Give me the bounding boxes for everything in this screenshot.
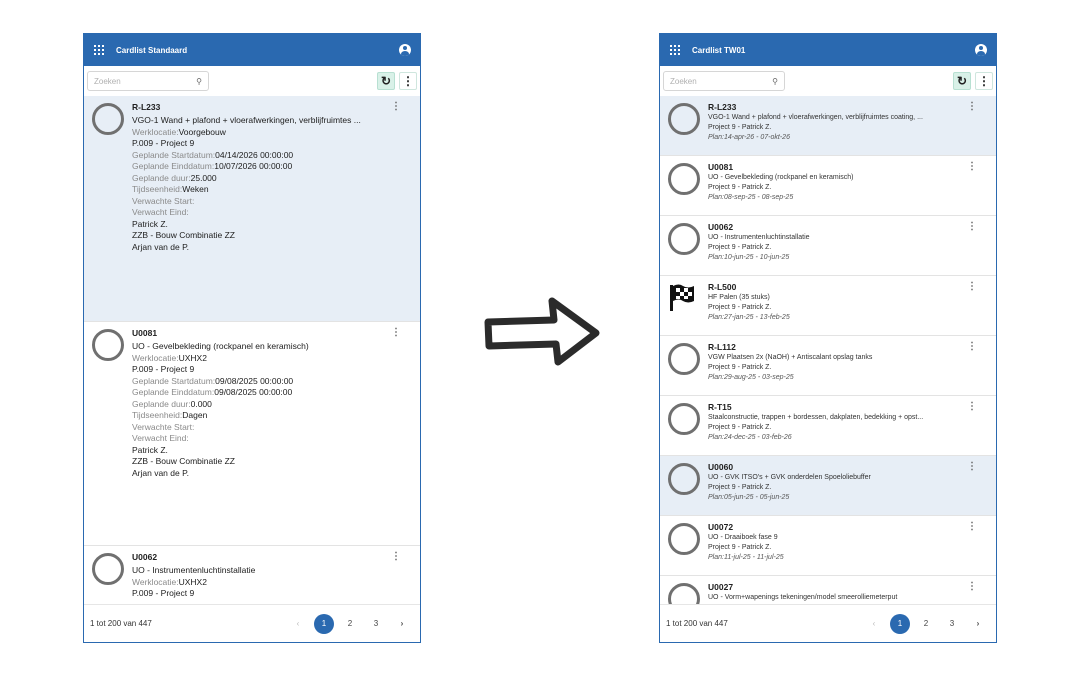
- status-circle-icon: [668, 163, 700, 195]
- toolbar: [660, 66, 996, 96]
- page-1-button[interactable]: 1: [890, 614, 910, 634]
- card-description: UO - GVK ITSO's + GVK onderdelen Spoeloliebuffer: [708, 474, 871, 481]
- card-description: UO - Instrumentenluchtinstallatie: [132, 565, 256, 575]
- checkered-flag-icon: [669, 283, 695, 311]
- werklocatie-value: Voorgebouw: [178, 126, 226, 137]
- card-description: HF Palen (35 stuks): [708, 294, 770, 301]
- duration-value: 0.000: [190, 398, 212, 409]
- card-menu-icon[interactable]: ⋮: [967, 281, 977, 292]
- start-value: 04/14/2026 00:00:00: [215, 149, 294, 160]
- card-plan: Plan:29-aug-25 - 03-sep-25: [708, 374, 794, 381]
- page-2-button[interactable]: 2: [347, 619, 353, 628]
- card-menu-icon[interactable]: ⋮: [391, 551, 401, 562]
- card-code: U0072: [708, 522, 734, 532]
- apps-grid-icon[interactable]: [94, 45, 104, 55]
- page-3-button[interactable]: 3: [373, 619, 379, 628]
- unit-label: Tijdseenheid:: [132, 410, 183, 420]
- list-item[interactable]: [84, 546, 420, 604]
- card-menu-icon[interactable]: ⋮: [967, 401, 977, 412]
- card-code: U0081: [708, 162, 734, 172]
- prev-page-button[interactable]: ‹: [872, 619, 876, 628]
- card-list: [84, 96, 420, 604]
- refresh-button[interactable]: ↻: [377, 72, 395, 90]
- card-code: U0027: [708, 582, 734, 592]
- more-options-button[interactable]: ⋮: [975, 72, 993, 90]
- card-meta: Project 9 - Patrick Z.: [708, 544, 772, 551]
- expected-end-label: Verwacht Eind:: [132, 207, 189, 217]
- status-circle-icon: [668, 463, 700, 495]
- search-box: [87, 71, 209, 91]
- card-description: UO - Draaiboek fase 9: [708, 534, 778, 541]
- card-description: UO - Instrumentenluchtinstallatie: [708, 234, 810, 241]
- card-menu-icon[interactable]: ⋮: [967, 161, 977, 172]
- status-circle-icon: [92, 553, 124, 585]
- status-circle-icon: [668, 403, 700, 435]
- apps-grid-icon[interactable]: [670, 45, 680, 55]
- right-arrow-icon: [484, 296, 602, 366]
- list-item[interactable]: [660, 516, 996, 576]
- card-plan: Plan:24-dec-25 - 03-feb-26: [708, 434, 792, 441]
- app-title: Cardlist TW01: [692, 45, 746, 55]
- card-description: VGW Plaatsen 2x (NaOH) + Antiscalant opslag tanks: [708, 354, 873, 361]
- list-item[interactable]: [660, 96, 996, 156]
- card-meta: Project 9 - Patrick Z.: [708, 424, 772, 431]
- status-circle-icon: [668, 583, 700, 604]
- more-options-button[interactable]: ⋮: [399, 72, 417, 90]
- pagination-range: 1 tot 200 van 447: [90, 619, 152, 628]
- duration-value: 25.000: [190, 172, 217, 183]
- search-box: [663, 71, 785, 91]
- card-list: [660, 96, 996, 604]
- app-bar: [660, 34, 996, 66]
- card-code: R-T15: [708, 402, 732, 412]
- next-page-button[interactable]: ›: [400, 619, 404, 628]
- expected-start-label: Verwachte Start:: [132, 421, 195, 432]
- expected-end-label: Verwacht Eind:: [132, 433, 189, 443]
- start-value: 09/08/2025 00:00:00: [215, 375, 294, 386]
- duration-label: Geplande duur:: [132, 398, 191, 409]
- project: P.009 - Project 9: [132, 138, 195, 148]
- status-circle-icon: [92, 329, 124, 361]
- start-label: Geplande Startdatum:: [132, 375, 216, 386]
- card-code: U0062: [132, 552, 158, 562]
- user-account-icon[interactable]: [399, 44, 411, 56]
- expected-start-label: Verwachte Start:: [132, 195, 195, 206]
- pager: [858, 614, 988, 634]
- end-label: Geplande Einddatum:: [132, 387, 215, 397]
- unit-value: Weken: [182, 184, 209, 194]
- page-3-button[interactable]: 3: [949, 619, 955, 628]
- card-menu-icon[interactable]: ⋮: [391, 327, 401, 338]
- project: P.009 - Project 9: [132, 364, 195, 374]
- end-label: Geplande Einddatum:: [132, 161, 215, 171]
- card-code: U0081: [132, 328, 158, 338]
- user-account-icon[interactable]: [975, 44, 987, 56]
- list-item[interactable]: [84, 96, 420, 322]
- card-menu-icon[interactable]: ⋮: [967, 341, 977, 352]
- card-plan: Plan:27-jan-25 - 13-feb-25: [708, 314, 790, 321]
- cardlist-tw01-panel: [659, 33, 997, 643]
- status-circle-icon: [92, 103, 124, 135]
- company: ZZB - Bouw Combinatie ZZ: [132, 230, 235, 240]
- card-code: R-L112: [708, 342, 736, 352]
- refresh-button[interactable]: ↻: [953, 72, 971, 90]
- unit-value: Dagen: [182, 410, 208, 420]
- company: ZZB - Bouw Combinatie ZZ: [132, 456, 235, 466]
- app-bar: [84, 34, 420, 66]
- end-value: 09/08/2025 00:00:00: [214, 387, 293, 397]
- pagination-bar: [84, 604, 420, 642]
- card-menu-icon[interactable]: ⋮: [391, 101, 401, 112]
- card-meta: Project 9 - Patrick Z.: [708, 364, 772, 371]
- status-circle-icon: [668, 223, 700, 255]
- page-2-button[interactable]: 2: [923, 619, 929, 628]
- card-plan: Plan:11-jul-25 - 11-jul-25: [708, 554, 784, 561]
- werklocatie-label: Werklocatie:: [132, 352, 179, 363]
- cardlist-standaard-panel: [83, 33, 421, 643]
- list-item[interactable]: [660, 336, 996, 396]
- search-input[interactable]: [670, 77, 772, 86]
- pager: [282, 614, 412, 634]
- status-circle-icon: [668, 343, 700, 375]
- card-meta: Project 9 - Patrick Z.: [708, 484, 772, 491]
- next-page-button[interactable]: ›: [976, 619, 980, 628]
- card-menu-icon[interactable]: ⋮: [967, 521, 977, 532]
- app-title: Cardlist Standaard: [116, 45, 188, 55]
- contact: Arjan van de P.: [132, 241, 190, 252]
- card-code: U0060: [708, 462, 734, 472]
- pagination-range: 1 tot 200 van 447: [666, 619, 728, 628]
- list-item[interactable]: [660, 156, 996, 216]
- contact: Arjan van de P.: [132, 467, 190, 478]
- card-description: VGO-1 Wand + plafond + vloerafwerkingen, verblijfruimtes ...: [132, 115, 361, 125]
- list-item[interactable]: [660, 456, 996, 516]
- list-item[interactable]: [660, 276, 996, 336]
- unit-label: Tijdseenheid:: [132, 184, 183, 194]
- status-circle-icon: [668, 523, 700, 555]
- card-code: R-L500: [708, 282, 737, 292]
- toolbar: [84, 66, 420, 96]
- card-code: R-L233: [708, 102, 737, 112]
- person: Patrick Z.: [132, 218, 168, 229]
- card-meta: Project 9 - Patrick Z.: [708, 124, 772, 131]
- page-1-button[interactable]: 1: [314, 614, 334, 634]
- card-meta: Project 9 - Patrick Z.: [708, 184, 772, 191]
- card-code: R-L233: [132, 102, 161, 112]
- prev-page-button[interactable]: ‹: [296, 619, 300, 628]
- card-plan: Plan:08-sep-25 - 08-sep-25: [708, 194, 794, 201]
- card-menu-icon[interactable]: ⋮: [967, 581, 977, 592]
- search-icon[interactable]: ⚲: [196, 76, 202, 86]
- card-description: VGO-1 Wand + plafond + vloerafwerkingen, verblijfruimtes coating, ...: [708, 114, 923, 121]
- card-plan: Plan:05-jun-25 - 05-jun-25: [708, 494, 790, 501]
- status-circle-icon: [668, 103, 700, 135]
- end-value: 10/07/2026 00:00:00: [214, 161, 293, 171]
- card-plan: Plan:10-jun-25 - 10-jun-25: [708, 254, 790, 261]
- werklocatie-value: UXHX2: [178, 352, 207, 363]
- card-menu-icon[interactable]: ⋮: [967, 221, 977, 232]
- list-item[interactable]: [660, 216, 996, 276]
- card-description: Staalconstructie, trappen + bordessen, dakplaten, bedekking + opst...: [708, 414, 924, 421]
- werklocatie-label: Werklocatie:: [132, 126, 179, 137]
- pagination-bar: [660, 604, 996, 642]
- list-item[interactable]: [660, 396, 996, 456]
- card-menu-icon[interactable]: ⋮: [967, 461, 977, 472]
- person: Patrick Z.: [132, 444, 168, 455]
- card-plan: Plan:14-apr-26 - 07-okt-26: [708, 134, 790, 141]
- start-label: Geplande Startdatum:: [132, 149, 216, 160]
- card-meta: Project 9 - Patrick Z.: [708, 244, 772, 251]
- card-description: UO - Vorm+wapenings tekeningen/model smeerolliemeterput: [708, 594, 898, 601]
- werklocatie-value: UXHX2: [178, 576, 207, 587]
- card-menu-icon[interactable]: ⋮: [967, 101, 977, 112]
- card-description: UO - Gevelbekleding (rockpanel en keramisch): [708, 174, 854, 181]
- list-item[interactable]: [84, 322, 420, 546]
- search-input[interactable]: [94, 77, 196, 86]
- search-icon[interactable]: ⚲: [772, 76, 778, 86]
- duration-label: Geplande duur:: [132, 172, 191, 183]
- card-code: U0062: [708, 222, 734, 232]
- list-item[interactable]: [660, 576, 996, 604]
- card-description: UO - Gevelbekleding (rockpanel en keramisch): [132, 341, 309, 351]
- card-meta: Project 9 - Patrick Z.: [708, 304, 772, 311]
- project: P.009 - Project 9: [132, 588, 195, 598]
- werklocatie-label: Werklocatie:: [132, 576, 179, 587]
